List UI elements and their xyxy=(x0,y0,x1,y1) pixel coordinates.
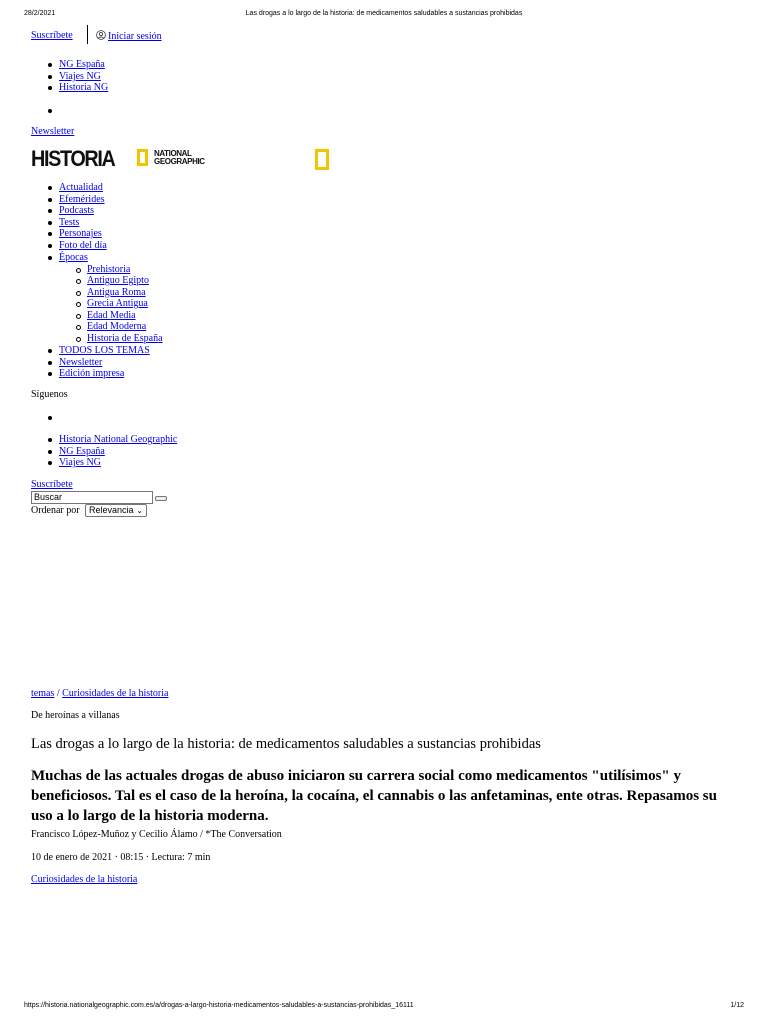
list-item xyxy=(59,446,177,458)
main-nav-extra xyxy=(59,345,150,380)
nav-item xyxy=(59,194,107,206)
nav-subitem xyxy=(87,264,163,276)
nav-link-edicion-impresa[interactable]: Edición impresa xyxy=(59,368,125,380)
nav-item xyxy=(59,182,107,194)
nav-item xyxy=(59,357,150,369)
follow-link-historia-ng[interactable]: Historia National Geographic xyxy=(59,434,178,445)
nav-item xyxy=(59,217,107,229)
ng-frame-icon xyxy=(315,149,329,170)
subscribe-link-2[interactable]: Suscríbete xyxy=(31,479,73,490)
nav-link-actualidad[interactable]: Actualidad xyxy=(59,182,103,193)
nav-item xyxy=(59,228,107,240)
epochs-submenu xyxy=(87,264,163,345)
breadcrumb-separator: / xyxy=(56,688,60,699)
nav-item xyxy=(59,205,107,217)
epoch-link-edad-media[interactable]: Edad Media xyxy=(87,309,136,321)
epoch-link-historia-espana[interactable]: Historia de España xyxy=(87,333,163,345)
print-title: Las drogas a lo largo de la historia: de medicamentos saludables a sustancias prohibidas xyxy=(245,10,523,17)
divider xyxy=(87,25,88,44)
logo-brand-line1: NATIONAL xyxy=(154,149,192,158)
breadcrumb-root[interactable]: temas xyxy=(31,688,55,699)
print-date: 28/2/2021 xyxy=(24,10,56,17)
nav-link-podcasts[interactable]: Podcasts xyxy=(59,205,94,217)
sort-label: Ordenar por xyxy=(31,505,80,516)
article-title: Las drogas a lo largo de la historia: de medicamentos saludables a sustancias prohibidas xyxy=(31,736,541,752)
subscribe-link[interactable]: Suscríbete xyxy=(31,30,73,41)
sort-select[interactable] xyxy=(85,504,147,517)
nav-subitem xyxy=(87,298,163,310)
list-item xyxy=(59,71,108,83)
print-page-number: 1/12 xyxy=(730,1002,744,1009)
breadcrumb-section[interactable]: Curiosidades de la historia xyxy=(62,688,169,699)
logo-brand xyxy=(154,150,205,166)
article-tag[interactable]: Curiosidades de la historia xyxy=(31,874,138,885)
search-input[interactable]: Buscar xyxy=(31,491,153,504)
search-button[interactable] xyxy=(155,496,167,501)
newsletter-link[interactable]: Newsletter xyxy=(31,126,75,137)
follow-label: Síguenos xyxy=(31,389,68,400)
sites-list xyxy=(59,59,108,94)
logo-word: HISTORIA xyxy=(31,146,115,171)
nav-subitem xyxy=(87,275,163,287)
nav-item xyxy=(59,252,107,264)
nav-item xyxy=(59,345,150,357)
nav-subitem xyxy=(87,310,163,322)
list-item xyxy=(59,457,177,469)
list-item xyxy=(59,434,177,446)
epoch-link-prehistoria[interactable]: Prehistoria xyxy=(87,263,131,275)
article-author: Francisco López-Muñoz y Cecilio Álamo / *The Conversation xyxy=(31,829,282,840)
follow-link-ng-espana[interactable]: NG España xyxy=(59,445,105,457)
follow-list xyxy=(59,434,177,469)
nav-link-foto-del-dia[interactable]: Foto del día xyxy=(59,239,107,251)
nav-item xyxy=(59,368,150,380)
epoch-link-edad-moderna[interactable]: Edad Moderna xyxy=(87,321,147,333)
epoch-link-antigua-roma[interactable]: Antigua Roma xyxy=(87,286,146,298)
list-item xyxy=(59,82,108,94)
article-meta: 10 de enero de 2021 · 08:15 · Lectura: 7 min xyxy=(31,852,211,863)
list-item xyxy=(59,59,108,71)
breadcrumb xyxy=(31,688,168,699)
ng-frame-icon xyxy=(137,149,148,166)
nav-link-todos-los-temas[interactable]: TODOS LOS TEMAS xyxy=(59,345,150,356)
main-nav xyxy=(59,182,107,263)
nav-link-efemerides[interactable]: Efemérides xyxy=(59,193,105,205)
sort-value: Relevancia xyxy=(89,505,134,515)
nav-subitem xyxy=(87,287,163,299)
article-lead: Muchas de las actuales drogas de abuso iniciaron su carrera social como medicamentos "utilísimos" y beneficiosos. Tal es el caso de la heroína, la cocaína, el cannabis o las anfetaminas, ente otras. Repasamos su uso a lo largo de la historia moderna. xyxy=(31,768,717,824)
site-link-historia-ng[interactable]: Historia NG xyxy=(59,82,109,94)
print-url: https://historia.nationalgeographic.com.es/a/drogas-a-largo-historia-medicamentos-saludables-a-sustancias-prohibidas_16111 xyxy=(24,1002,414,1009)
site-link-viajes-ng[interactable]: Viajes NG xyxy=(59,70,101,82)
nav-subitem xyxy=(87,333,163,345)
nav-link-personajes[interactable]: Personajes xyxy=(59,228,102,240)
article-kicker: De heroínas a villanas xyxy=(31,710,120,721)
epoch-link-grecia-antigua[interactable]: Grecia Antigua xyxy=(87,298,148,310)
nav-subitem xyxy=(87,321,163,333)
logo-brand-line2: GEOGRAPHIC xyxy=(154,157,205,166)
nav-item xyxy=(59,240,107,252)
nav-link-newsletter[interactable]: Newsletter xyxy=(59,356,103,368)
user-icon xyxy=(96,30,106,40)
follow-link-viajes-ng[interactable]: Viajes NG xyxy=(59,457,101,469)
nav-link-tests[interactable]: Tests xyxy=(59,216,80,228)
login-label: Iniciar sesión xyxy=(108,31,162,42)
login-link[interactable] xyxy=(96,30,162,42)
site-link-ng-espana[interactable]: NG España xyxy=(59,59,105,70)
epoch-link-antiguo-egipto[interactable]: Antiguo Egipto xyxy=(87,275,149,287)
chevron-down-icon: ⌄ xyxy=(136,506,143,515)
nav-link-epocas[interactable]: Épocas xyxy=(59,251,88,263)
